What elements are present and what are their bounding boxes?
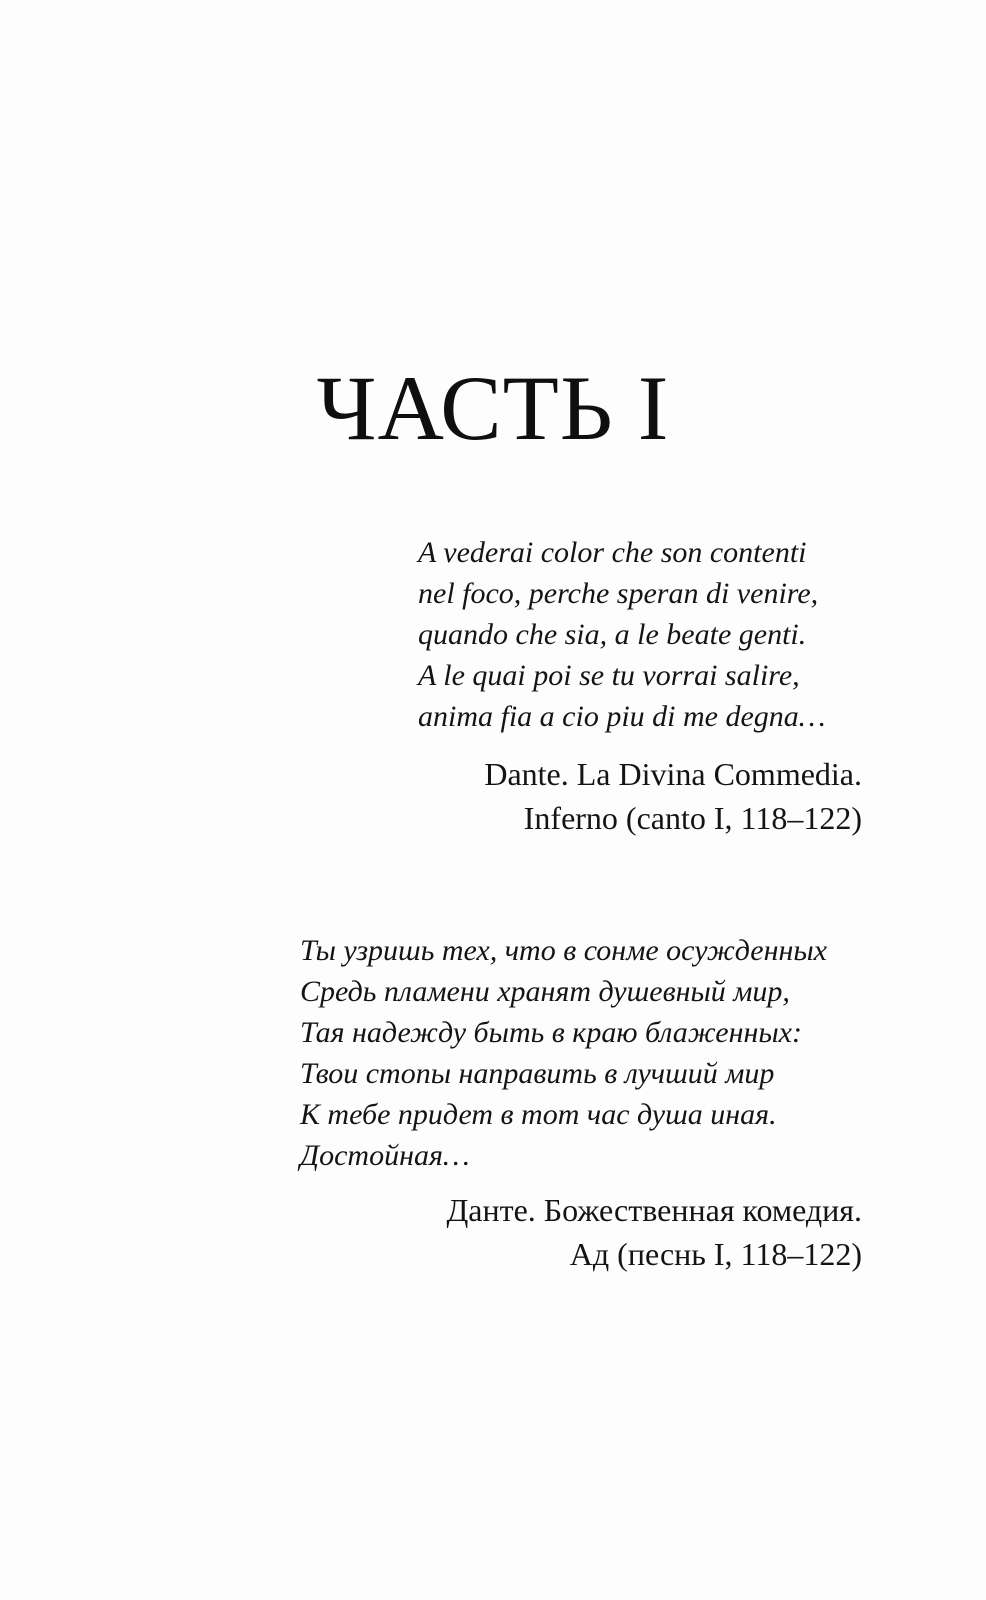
verse-line: Средь пламени хранят душевный мир, <box>300 975 790 1008</box>
attribution-line: Dante. La Divina Commedia. <box>484 756 862 792</box>
attribution-line: Ад (песнь I, 118–122) <box>569 1236 862 1272</box>
attribution-russian <box>446 1188 862 1276</box>
verse-line: nel foco, perche speran di venire, <box>418 577 819 610</box>
verse-line: A le quai poi se tu vorrai salire, <box>418 659 800 692</box>
verse-line: К тебе придет в тот час душа иная. <box>300 1098 777 1131</box>
verse-line: anima fia a cio piu di me degna… <box>418 700 826 733</box>
attribution-line: Inferno (canto I, 118–122) <box>523 800 862 836</box>
verse-line: Ты узришь тех, что в сонме осужденных <box>300 934 827 967</box>
attribution-italian <box>484 752 862 840</box>
verse-line: Твои стопы направить в лучший мир <box>300 1057 775 1090</box>
verse-line: Тая надежду быть в краю блаженных: <box>300 1016 802 1049</box>
part-title: ЧАСТЬ I <box>316 357 670 459</box>
verse-line: quando che sia, a le beate genti. <box>418 618 807 651</box>
epigraph-italian <box>418 532 825 737</box>
verse-line: Достойная… <box>300 1139 470 1172</box>
attribution-line: Данте. Божественная комедия. <box>446 1192 862 1228</box>
epigraph-russian <box>300 930 827 1176</box>
verse-line: A vederai color che son contenti <box>418 536 807 569</box>
